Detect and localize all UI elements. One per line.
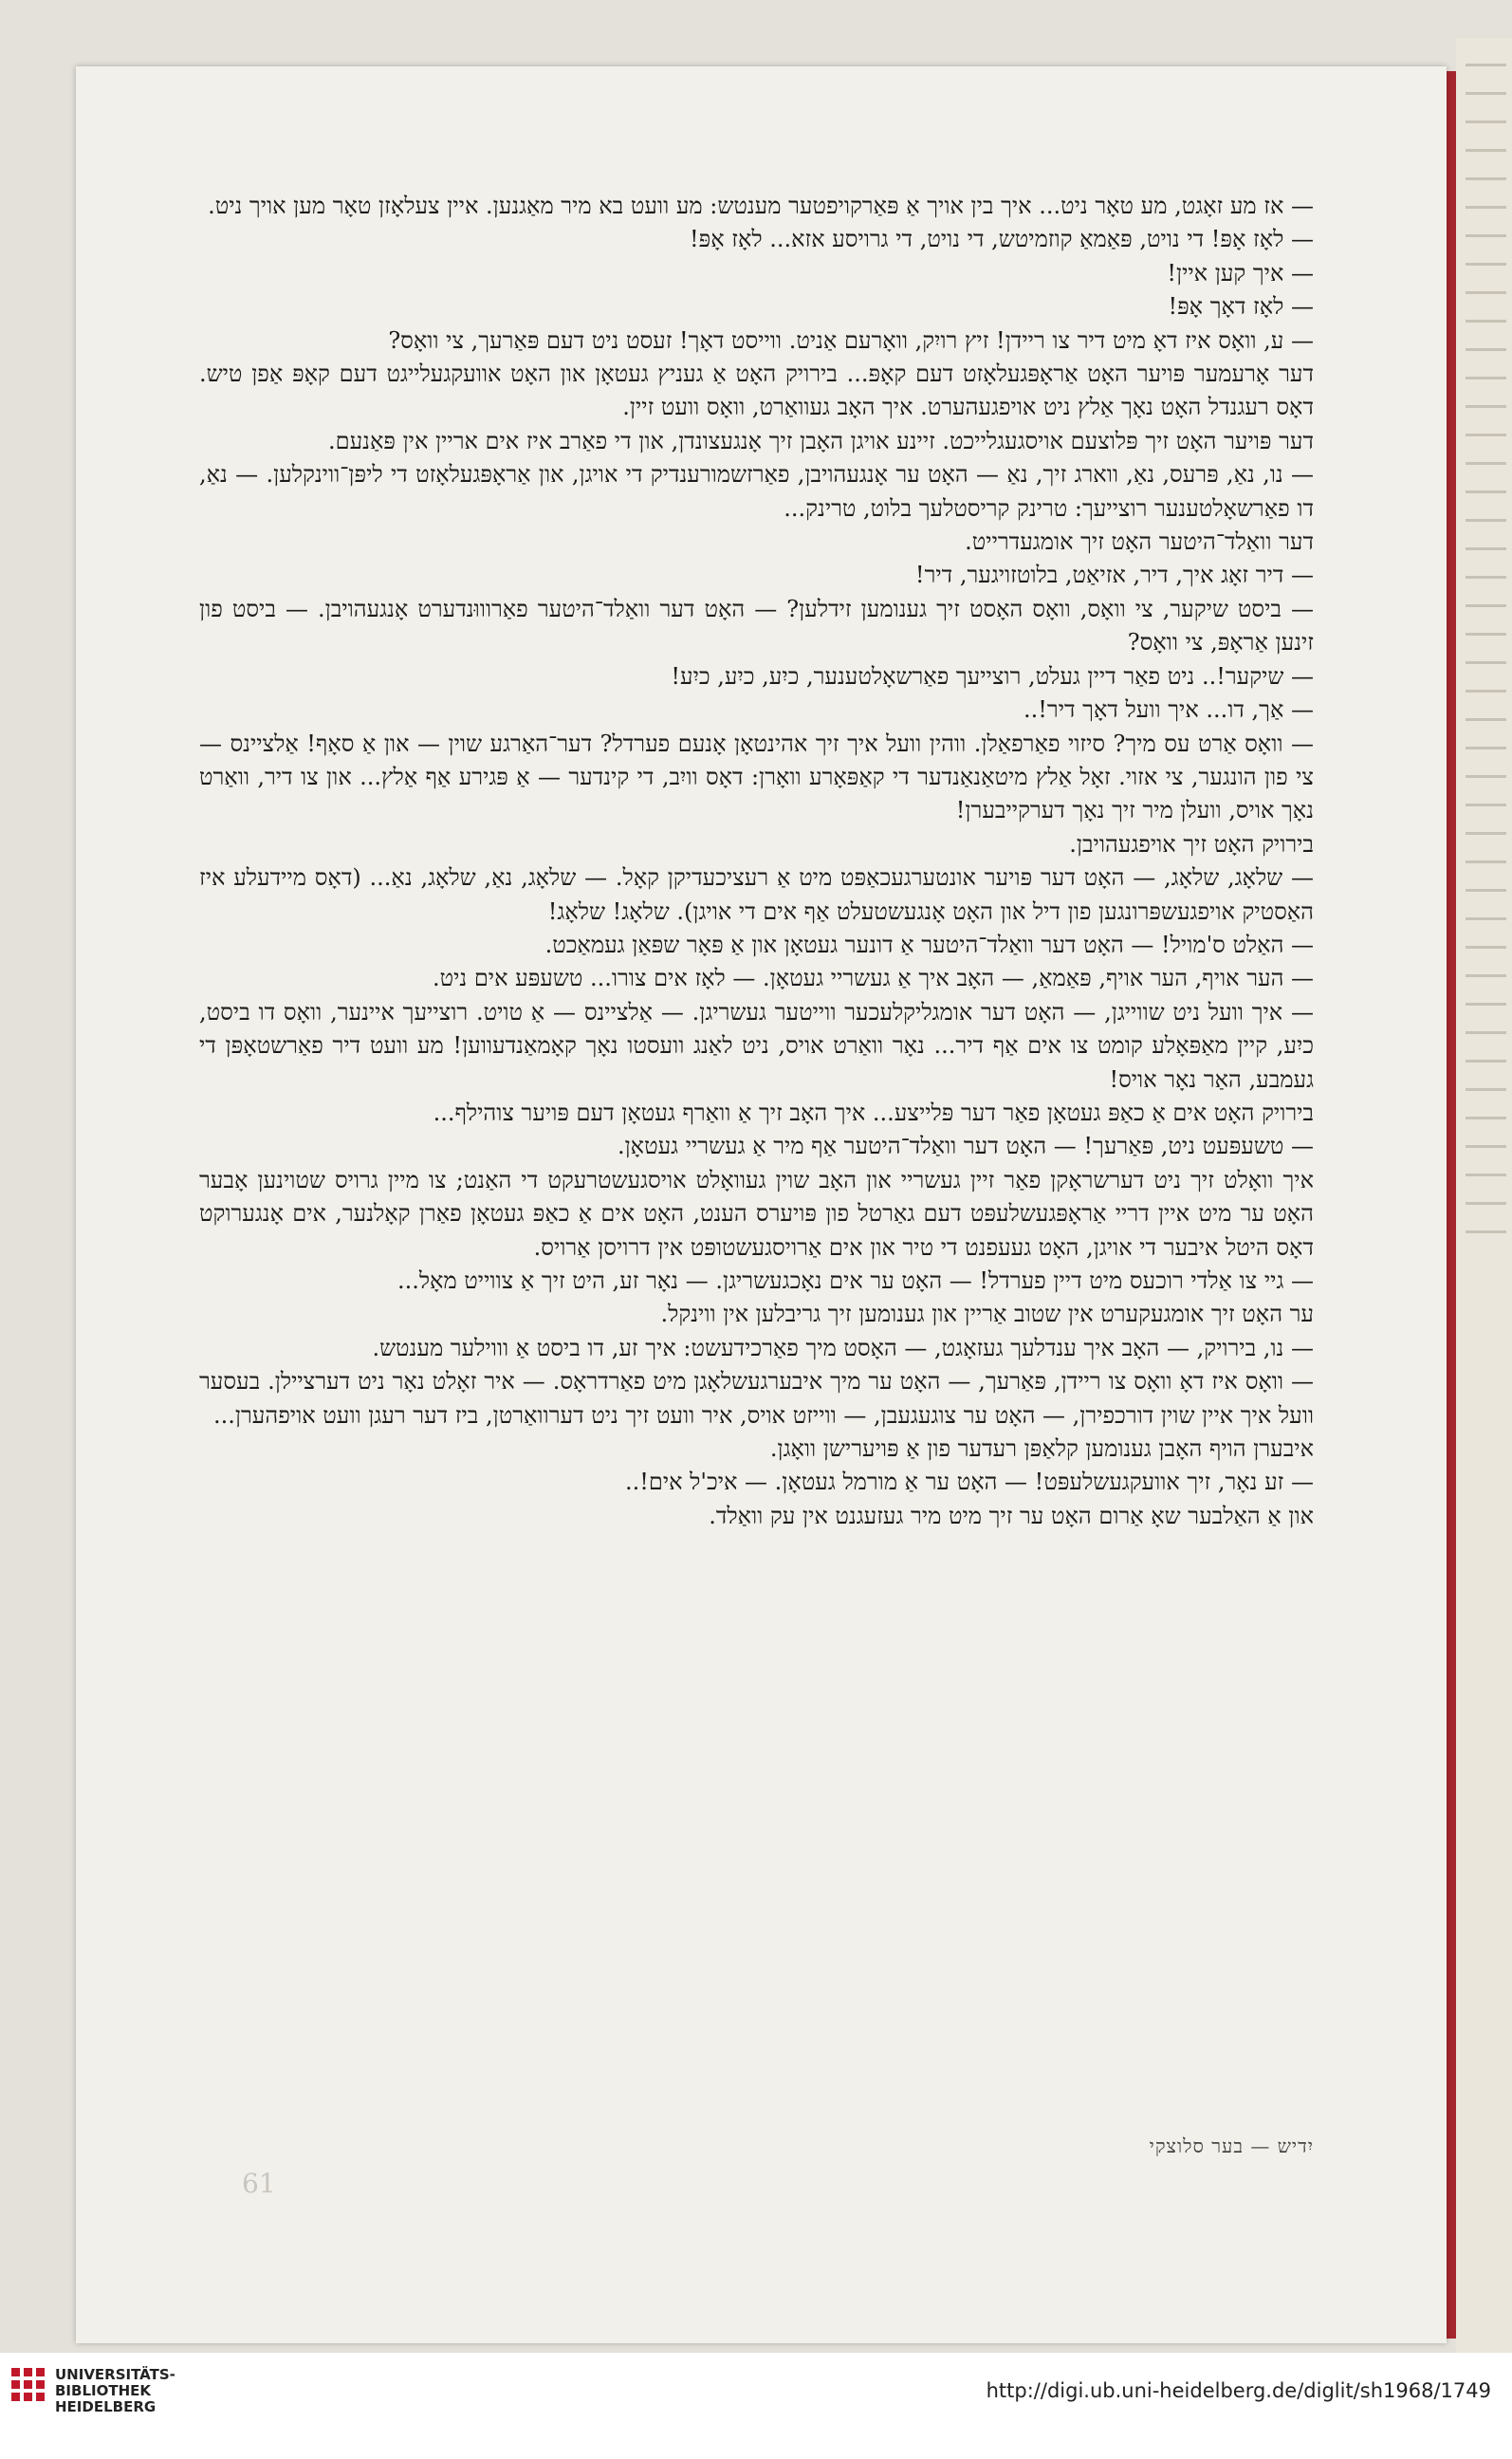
paragraph: — ביסט שיקער, צי וואָס, וואָס האָסט זיך גענומען זידלען? — האָט דער וואַלד־היטער פאַרוווּנדערט אָנגעהויבן. — ביסט פון זינען אַראָפּ, צי וואָס? — [199, 595, 1314, 656]
paragraph: דער וואַלד־היטער האָט זיך אומגעדרייט. — [965, 528, 1314, 556]
paragraph: — הער אויף, הער אויף, פּאַמאַ, — האָב איך אַ געשריי געטאָן. — לאָז אים צורו... טשעפּע אים ניט. — [432, 965, 1314, 992]
paragraph: — גיי צו אַלדי רוכעס מיט דיין פערדל! — האָט ער אים נאָכגעשריגן. — נאָר זע, היט זיך אַ צווייט מאָל... — [396, 1267, 1314, 1294]
paragraph: — איך קען איין! — [1167, 259, 1314, 287]
paragraph: דער אָרעמער פּויער האָט אַראָפּגעלאָזט דעם קאָפּ... בירויק האָט אַ געניץ געטאָן און האָט אוועקגעלייגט דעם קאָפּ אַפן טיש. דאָס רעגנדל האָט נאָך אַלץ ניט אויפגעהערט. איך האָב געוואַרט, וואָס וועט זיין. — [199, 361, 1314, 421]
paragraph: איך וואָלט זיך ניט דערשראָקן פאַר זיין געשריי און האָב שוין געוואָלט אויסגעשטרעקט די האַנט; צו מיין גרויס שטוינען אָבער האָט ער מיט איין דריי אַראָפּגעשלעפּט דעם גאַרטל פון פּויערס הענט, האָט אים אַ כאַפּ געטאָן פאַרן קאָלנער, אים אָנגערוקט דאָס היטל איבער די אויגן, האָט געעפנט די טיר און אים אַרויסגעשטופּט אין דרויסן אַרויס. — [199, 1166, 1314, 1261]
page-text-body — [199, 190, 1314, 1533]
adjacent-page-edge — [1456, 38, 1512, 2353]
viewer-footer — [0, 2353, 1512, 2459]
paragraph: — נו, נאַ, פּרעס, נאַ, ווארג זיך, נאַ — האָט ער אָנגעהויבן, פאַרזשמורענדיק די אויגן, און אַראָפּגעלאָזט די ליפּן־ווינקלען. — נאַ, דו פאַרשאָלטענער רוצייעך: טרינק קריסטלעך בלוט, טרינק... — [199, 461, 1314, 522]
paragraph: — שיקער!.. ניט פאַר דיין געלט, רוצייעך פאַרשאָלטענער, כיִע, כיִע, כיִע! — [671, 662, 1314, 690]
paragraph: — אַך, דו... איך וועל דאָך דיר!.. — [1023, 696, 1314, 724]
paragraph: — לאָז דאָך אָפּ! — [1168, 293, 1314, 321]
paragraph: בירויק האָט זיך אויפגעהויבן. — [1069, 830, 1314, 858]
paragraph: — האַלט ס'מויל! — האָט דער וואַלד־היטער אַ דונער געטאָן און אַ פּאָר שפּאַן געמאַכט. — [544, 931, 1314, 958]
source-url-link[interactable]: http://digi.ub.uni-heidelberg.de/diglit/sh1968/1749 — [986, 2379, 1491, 2402]
paragraph: — שלאָג, שלאָג, — האָט דער פּויער אונטערגעכאַפּט מיט אַ רעציכעדיקן קאָל. — שלאָג, נאַ, שלאָג, נאַ... (דאָס מיידעלע איז האַסטיק אויפגעשפּרונגען פון דיל און האָט אָנגעשטעלט אַף אים די אויגן). שלאָג! שלאָג! — [199, 864, 1314, 925]
paragraph: און אַ האַלבער שאָ אַרום האָט ער זיך מיט מיר געזעגנט אין עק וואַלד. — [709, 1502, 1314, 1529]
page-number: 61 — [242, 2168, 276, 2199]
library-name-line: HEIDELBERG — [55, 2398, 157, 2415]
book-red-edge — [1447, 71, 1456, 2339]
paragraph: — וואָס איז דאָ וואָס צו ריידן, פּאַרעך, — האָט ער מיך איבערגעשלאָגן מיט פאַרדראָס. — איר זאָלט נאָר ניט דערציילן. בעסער וועל איך איין שוין דורכפירן, — האָט ער צוגעגעבן, — ווייזט אויס, איר וועט זיך ניט דערוואַרטן, ביז דער רעגן וועט אויפהערן... — [199, 1368, 1314, 1429]
paragraph: ער האָט זיך אומגעקערט אין שטוב אַריין און גענומען זיך גריבלען אין ווינקל. — [660, 1301, 1314, 1328]
paragraph: דער פּויער האָט זיך פּלוצעם אויסגעגלייכט. זיינע אויגן האָבן זיך אָנגעצונדן, און די פאַרב איז אים אריין אין פּאַנעם. — [327, 427, 1314, 454]
paragraph: איבערן הויף האָבן גענומען קלאַפּן רעדער פון אַ פּויערישן וואָגן. — [769, 1435, 1314, 1463]
paragraph: — דיר זאָג איך, דיר, אזיאַט, בלוטזויגער, דיר! — [914, 562, 1314, 589]
paragraph: — לאָז אָפּ! די נויט, פּאַמאַ קוזמיטש, די נויט, די גרויסע אזא... לאָז אָפּ! — [690, 226, 1314, 253]
university-library-logo-icon — [8, 2364, 49, 2406]
library-name — [55, 2367, 175, 2415]
paragraph: — אז מע זאָגט, מע טאָר ניט... איך בין אויך אַ פּאַרקויפטער מענטש: מע וועט בא מיר מאַגנען. איין צעלאָזן טאָר מען אויך ניט. — [208, 193, 1314, 219]
paragraph: — נו, בירויק, — האָב איך ענדלעך געזאָגט, — האָסט מיך פאַרכידעשט: איך זע, דו ביסט אַ וווילער מענטש. — [372, 1334, 1314, 1361]
paragraph: — ע, וואָס איז דאָ מיט דיר צו ריידן! זיץ רויִק, וואָרעם אַניט. ווייסט דאָך! זעסט ניט דעם פּאַרעך, צי וואָס? — [388, 326, 1314, 354]
library-name-line: UNIVERSITÄTS- — [55, 2366, 175, 2383]
running-footer: יִדיש — בער סלוצקי — [1149, 2135, 1314, 2157]
paragraph: — זע נאָר, זיך אוועקגעשלעפּט! — האָט ער אַ מורמל געטאָן. — איכ'ל אים!.. — [624, 1469, 1314, 1496]
paragraph: — איך וועל ניט שווייגן, — האָט דער אומגליקלעכער ווייטער געשריגן. — אַלציינס — אַ טויט. רוצייעך איינער, וואָס דו ביסט, כיִע, קיין מאַפּאָלע קומט צו אים אַף דיר... נאָר וואַרט אויס, ניט לאַנג וועסטו נאָך קאָמאַנדעווען! מע וועט דיר פאַרשטאָפּן די געמבע, האַר נאָר אויס! — [199, 998, 1314, 1093]
library-name-line: BIBLIOTHEK — [55, 2382, 151, 2399]
paragraph: בירויק האָט אים אַ כאַפּ געטאָן פאַר דער פּלייצע... איך האָב זיך אַ וואַרף געטאָן דעם פּויער צוהילף... — [433, 1099, 1314, 1126]
paragraph: — וואָס אַרט עס מיך? סיזוי פאַרפאַלן. ווהין וועל איך זיך אהינטאָן אָנעם פערדל? דער־האַרגע שוין — און אַ סאָף! אַלציינס — צי פון הונגער, צי אזוי. זאָל אַלץ מיטאַנאַנדער די קאַפּאָרע וואָרן: דאָס וויִב, די קינדער — אַ פּגירע אַף אַלץ... און צו דיר, וואַרט נאָך אויס, וועלן מיר זיך נאָך דערקייבערן! — [199, 730, 1314, 824]
paragraph: — טשעפּעט ניט, פּאַרעך! — האָט דער וואַלד־היטער אַף מיר אַ געשריי געטאָן. — [617, 1133, 1314, 1160]
